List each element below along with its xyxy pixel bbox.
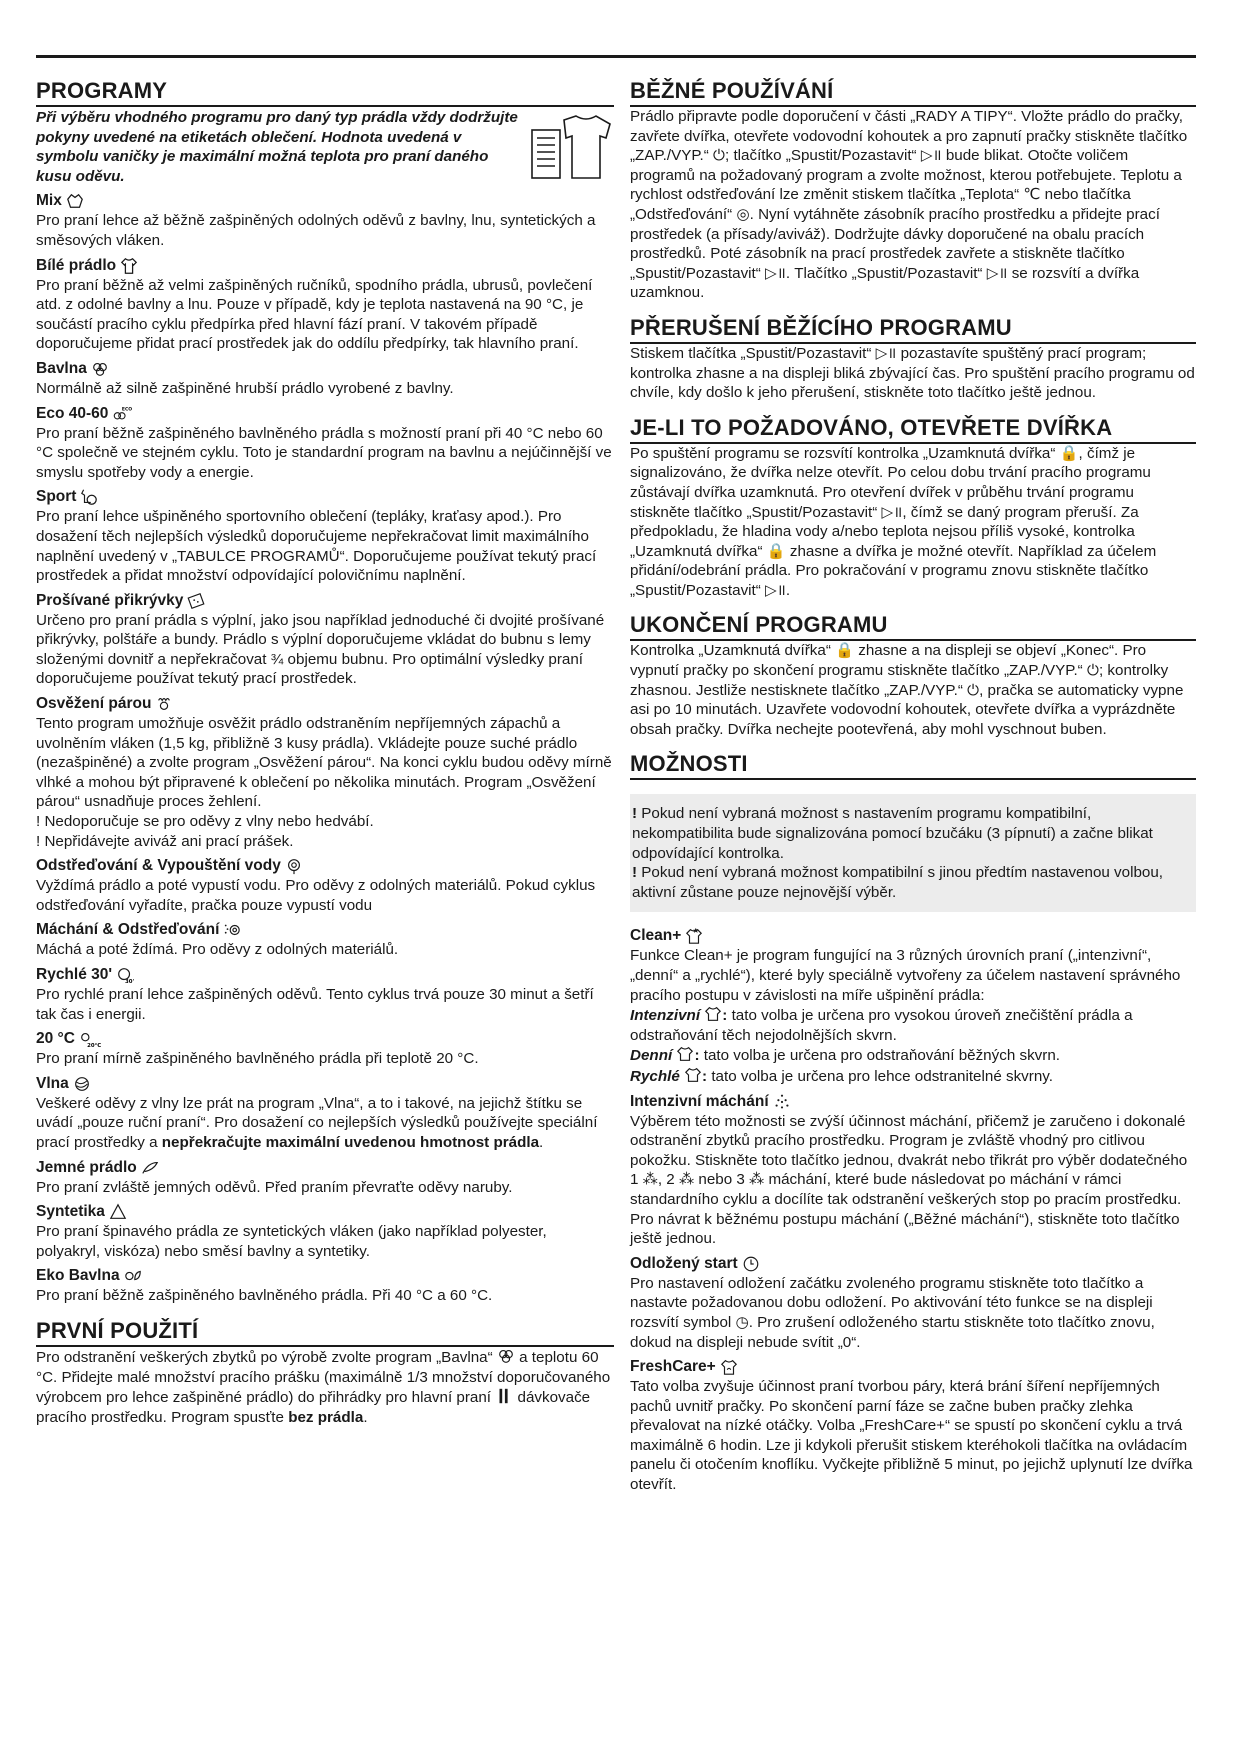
steam-icon: [155, 695, 173, 713]
section-title-dvirka: JE-LI TO POŽADOVÁNO, OTEVŘETE DVÍŘKA: [630, 415, 1196, 444]
quick30-icon: [116, 966, 134, 984]
program-name: Eco 40-60: [36, 404, 109, 422]
program-eco: [36, 404, 614, 483]
program-name: Bílé prádlo: [36, 256, 117, 274]
program-desc: Veškeré oděvy z vlny lze prát na program „Vlna“, a to i takové, na jejichž štítku se uvádí „pouze ruční praní“. Pro dosažení co nejlepších výsledků používejte speciální prací prostředky a nepřekračujte maximální uvedenou hmotnost prádla.: [36, 1094, 598, 1151]
section-title-prvni: PRVNÍ POUŽITÍ: [36, 1318, 614, 1347]
program-bavlna: [36, 359, 614, 399]
program-name: Vlna: [36, 1074, 69, 1092]
clean-intenzivni: Intenzivní : tato volba je určena pro vysokou úroveň znečištění prádla a odstraňování těch nejodolnějších skvrn.: [630, 1007, 1133, 1044]
warning-box: [630, 794, 1196, 912]
left-column: [36, 78, 614, 1427]
program-desc: Pro rychlé praní lehce zašpiněných oděvů. Tento cyklus trvá pouze 30 minut a šetří tak čas i energii.: [36, 986, 594, 1023]
program-name: Rychlé 30': [36, 966, 113, 983]
delay-start-icon: [742, 1255, 760, 1273]
program-desc: Určeno pro praní prádla s výplní, jako jsou například jednoduché či dvojité prošívané přikrývky, polštáře a bundy. Prádlo s výplní doporučujeme vkládat do bubnu s lemy složenými dovnitř a nepřekračovat ¾ objemu bubnu. Pro optimální výsledky praní doporučujeme používat tekutý prací prostředek.: [36, 611, 605, 688]
program-name: Prošívané přikrývky: [36, 591, 184, 609]
warning-1: ! Pokud není vybraná možnost s nastavením programu kompatibilní, nekompatibilita bude signalizována pomocí bzučáku (3 pípnutí) a začne blikat odpovídající kontrolka.: [632, 805, 1153, 862]
program-name: Sport: [36, 488, 77, 506]
option-name: Clean+: [630, 927, 682, 945]
right-column: [630, 78, 1196, 1495]
svg-text:ECO: ECO: [122, 406, 133, 412]
feather-icon: [141, 1159, 159, 1177]
svg-text:30': 30': [125, 979, 135, 986]
program-name: Bavlna: [36, 359, 87, 377]
option-desc: Funkce Clean+ je program fungující na 3 různých úrovních praní („intenzivní“, „denní“ a „rychlé“), které byly speciálně vytvořeny za účelem nastavení správného pracího postupu v závislosti na míře ušpinění prádla:: [630, 947, 1181, 1004]
preruseni-text: Stiskem tlačítka „Spustit/Pozastavit“ ▷॥ pozastavíte spuštěný prací program; kontrolka zhasne a na displeji bliká zbývající čas. Pro spuštění pracího programu od chvíle, kdy došlo k jeho přerušení, stiskněte toto tlačítko ještě jednou.: [630, 344, 1195, 402]
svg-text:20°C: 20°C: [87, 1043, 102, 1050]
option-intenzivni-machani: [630, 1092, 1196, 1249]
shirt-label-icon: [526, 112, 614, 186]
freshcare-icon: [720, 1358, 738, 1376]
program-desc: Pro praní lehce až běžně zašpiněných odolných oděvů z bavlny, lnu, syntetických a směsových vláken.: [36, 212, 596, 249]
option-name: Intenzivní máchání: [630, 1092, 769, 1110]
program-desc: Pro praní lehce ušpiněného sportovního oblečení (tepláky, kraťasy apod.). Pro dosažení těch nejlepších výsledků doporučujeme nepřekračovat limit maximálního naplnění uvedený v „TABULCE PROGRAMŮ“. Doporučujeme používat tekutý prací prostředek a přidat množství odpovídající polovičnímu naplnění.: [36, 508, 597, 585]
program-prikryvky: [36, 591, 614, 689]
program-mix: [36, 191, 614, 250]
clean-plus-icon: [685, 927, 703, 945]
program-desc: Máchá a poté ždímá. Pro oděvy z odolných materiálů.: [36, 941, 399, 959]
dvirka-text: Po spuštění programu se rozsvítí kontrolka „Uzamknutá dvířka“ 🔒, čímž je signalizováno, že dvířka nelze otevřít. Po celou dobu trvání pracího programu zůstávají dvířka uzamknutá. Pro otevření dvířek v průběhu trvání programu stiskněte tlačítko „Spustit/Pozastavit“ ▷॥, čímž se daný program přeruší. Za předpokladu, že hladina vody a/nebo teplota nejsou příliš vysoké, kontrolka „Uzamknutá dvířka“ 🔒 zhasne a dvířka je možné otevřít. Například za účelem přidání/odebrání prádla. Pro pokračování v programu znovu stiskněte tlačítko „Spustit/Pozastavit“ ▷॥.: [630, 444, 1157, 599]
option-name: Odložený start: [630, 1254, 738, 1272]
sport-icon: [80, 488, 98, 506]
eco-cotton-icon: [112, 405, 133, 423]
tshirt-icon: [120, 257, 138, 275]
program-desc: Pro praní běžně zašpiněného bavlněného prádla s možností praní při 40 °C nebo 60 °C společně ve stejném cyklu. Toto je standardní program na bavlnu a nejúčinnější ve smyslu spotřeby vody a energie.: [36, 424, 612, 481]
program-syntetika: [36, 1202, 614, 1261]
program-desc: Pro praní zvláště jemných oděvů. Před praním převraťte oděvy naruby.: [36, 1178, 513, 1196]
program-name: 20 °C: [36, 1030, 75, 1048]
program-machani: [36, 920, 614, 960]
section-title-preruseni: PŘERUŠENÍ BĚŽÍCÍHO PROGRAMU: [630, 315, 1196, 344]
section-title-bezne: BĚŽNÉ POUŽÍVÁNÍ: [630, 78, 1196, 107]
option-clean: [630, 926, 1196, 1086]
top-rule: [36, 55, 1196, 58]
extra-rinse-icon: [773, 1093, 791, 1111]
program-desc: Tento program umožňuje osvěžit prádlo odstraněním nepříjemných zápachů a uvolněním vláken (1,5 kg, přibližně 3 kusy prádla). Vkládejte pouze suché prádlo (nezašpiněné) a zvolte program „Osvěžení párou“. Na konci cyklu budou oděvy mírně vlhké a mohou být připravené k oblečení po několika minutách. Program „Osvěžení párou“ usnadňuje proces žehlení.: [36, 715, 612, 811]
program-desc: Pro praní mírně zašpiněného bavlněného prádla při teplotě 20 °C.: [36, 1050, 479, 1068]
program-name: Eko Bavlna: [36, 1267, 120, 1285]
cold20-icon: [79, 1030, 102, 1050]
program-20c: [36, 1029, 614, 1069]
duvet-icon: [187, 592, 205, 610]
cotton-icon: [497, 1347, 515, 1365]
option-name: FreshCare+: [630, 1358, 716, 1376]
program-name: Mix: [36, 192, 62, 210]
program-rychle30: [36, 965, 614, 1024]
main-wash-compartment-icon: [495, 1387, 513, 1405]
clean-rychle: Rychlé : tato volba je určena pro lehce odstranitelné skvrny.: [630, 1067, 1053, 1085]
option-desc: Pro nastavení odložení začátku zvoleného programu stiskněte toto tlačítko a nastavte požadovanou dobu odložení. Po aktivování této funkce se na displeji rozsvítí symbol ◷. Pro zrušení odloženého startu stiskněte toto tlačítko znovu, dokud na displeji nebude svítit „0“.: [630, 1274, 1155, 1351]
wool-icon: [73, 1075, 91, 1093]
section-title-ukonceni: UKONČENÍ PROGRAMU: [630, 612, 1196, 641]
program-desc: Pro praní běžně zašpiněného bavlněného prádla. Při 40 °C a 60 °C.: [36, 1287, 493, 1305]
program-desc: Normálně až silně zašpiněné hrubší prádlo vyrobené z bavlny.: [36, 379, 454, 397]
synthetic-icon: [109, 1203, 127, 1221]
program-note: ! Nedoporučuje se pro oděvy z vlny nebo hedvábí.: [36, 813, 374, 831]
section-title-moznosti: MOŽNOSTI: [630, 751, 1196, 780]
option-odlozeny-start: [630, 1254, 1196, 1352]
warning-2: ! Pokud není vybraná možnost kompatibilní s jinou předtím nastavenou volbou, aktivní zůstane pouze nejnovější výběr.: [632, 864, 1164, 901]
program-eko-bavlna: [36, 1266, 614, 1306]
program-jemne: [36, 1158, 614, 1198]
program-note: ! Nepřidávejte aviváž ani prací prášek.: [36, 832, 294, 850]
cotton-icon: [91, 360, 109, 378]
program-desc: Pro praní běžně až velmi zašpiněných ručníků, spodního prádla, ubrusů, povlečení atd. z odolné bavlny a lnu. Pouze v případě, kdy je teplota nastavená na 90 °C, je součástí pracího cyklu předpírka před hlavní fází praní. V takovém případě doporučujeme přidat prací prostředek jak do oddílu předpírky, tak hlavního praní.: [36, 276, 593, 353]
clean-level-3-icon: [704, 1005, 722, 1023]
program-bile-pradlo: [36, 256, 614, 354]
program-vlna: [36, 1074, 614, 1153]
program-desc: Vyždímá prádlo a poté vypustí vodu. Pro oděvy z odolných materiálů. Pokud cyklus odstřeďování vyřadíte, pračka pouze vypustí vodu: [36, 877, 596, 914]
program-osvezeni: [36, 694, 614, 851]
program-name: Syntetika: [36, 1203, 105, 1221]
program-name: Osvěžení párou: [36, 695, 152, 713]
option-freshcare: [630, 1357, 1196, 1495]
ukonceni-text: Kontrolka „Uzamknutá dvířka“ 🔒 zhasne a na displeji se objeví „Konec“. Pro vypnutí pračky po skončení programu stiskněte tlačítko „ZAP./VYP.“ ⏻; kontrolky zhasnou. Jestliže nestisknete tlačítko „ZAP./VYP.“ ⏻, pračka se automaticky vypne asi po 10 minutách. Uzavřete vodovodní kohoutek, otevřete dvířka a vyprázdněte obsah pračky. Dvířka nechejte pootevřená, aby mohl vyschnout buben.: [630, 642, 1184, 738]
program-name: Jemné prádlo: [36, 1158, 137, 1176]
program-name: Odstřeďování & Vypouštění vody: [36, 857, 281, 875]
eco-cotton-icon: [124, 1267, 142, 1285]
programy-intro-text: Při výběru vhodného programu pro daný typ prádla vždy dodržujte pokyny uvedené na etiketách oblečení. Hodnota uvedená v symbolu vaničky je maximální možná teplota pro praní daného kusu oděvu.: [36, 109, 518, 185]
programy-intro: [36, 108, 614, 186]
spin-drain-icon: [285, 857, 303, 875]
program-desc: Pro praní špinavého prádla ze syntetických vláken (jako například polyester, polyakryl, viskóza) nebo směsí bavlny a syntetiky.: [36, 1223, 547, 1260]
program-name: Máchání & Odstřeďování: [36, 921, 220, 939]
program-sport: [36, 487, 614, 585]
option-desc: Výběrem této možnosti se zvýší účinnost máchání, přičemž je zaručeno i dokonalé odstranění zbytků pracího prostředku. Program je zvláště vhodný pro citlivou pokožku. Stiskněte toto tlačítko jednou, dvakrát nebo třikrát pro výběr dodatečného 1 ⁂, 2 ⁂ nebo 3 ⁂ máchání, které bude následovat po máchání v rámci standardního cyklu a docílíte tak odstranění veškerých stop po pracím prostředku. Pro návrat k běžnému postupu máchání („Běžné máchání“), stiskněte toto tlačítko ještě jednou.: [630, 1112, 1188, 1248]
clean-denni: Denní : tato volba je určena pro odstraňování běžných skvrn.: [630, 1047, 1060, 1065]
bezne-text: Prádlo připravte podle doporučení v části „RADY A TIPY“. Vložte prádlo do pračky, zavřete dvířka, otevřete vodovodní kohoutek a pro zapnutí pračky stiskněte tlačítko „ZAP./VYP.“ ⏻; tlačítko „Spustit/Pozastavit“ ▷॥ bude blikat. Otočte voličem programů na požadovaný program a zvolte možnost, kterou potřebujete. Teplotu a rychlost odstřeďování lze změnit stiskem tlačítka „Teplota“ ℃ nebo tlačítka „Odstřeďování“ ◎. Nyní vytáhněte zásobník pracího prostředku a přidejte prací prostředek (a přísady/aviváž). Dodržujte dávky doporučené na obalu pracích prostředků. Poté zásobník na prací prostředek zavřete a stiskněte tlačítko „Spustit/Pozastavit“ ▷॥. Tlačítko „Spustit/Pozastavit“ ▷॥ se rozsvítí a dvířka uzamknou.: [630, 108, 1188, 302]
program-odstredovani: [36, 856, 614, 915]
section-title-programy: PROGRAMY: [36, 78, 614, 107]
rinse-spin-icon: [223, 921, 241, 939]
clean-level-1-icon: [684, 1066, 702, 1084]
option-desc: Tato volba zvyšuje účinnost praní tvorbou páry, která brání šíření nepříjemných pachů uvnitř pračky. Po skončení parní fáze se začne buben pračky zlehka převalovat na nízké otáčky. Volba „FreshCare+“ se spustí po skončení cyklu a trvá maximálně 6 hodin. Lze ji kdykoli přerušit stiskem kteréhokoli tlačítka na ovládacím panelu či otočením knoflíku. Vyčkejte přibližně 5 minut, po jejichž uplynutí lze dvířka otevřít.: [630, 1378, 1193, 1494]
prvni-text: Pro odstranění veškerých zbytků po výrobě zvolte program „Bavlna“ a teplotu 60 °C. Přidejte malé množství pracího prášku (maximálně 1/3 množství doporučovaného výrobcem pro lehce zašpiněné prádlo) do přihrádky pro hlavní praní dávkovače pracího prostředku. Program spusťte bez prádla.: [36, 1348, 611, 1426]
mix-icon: [66, 192, 84, 210]
clean-level-2-icon: [676, 1045, 694, 1063]
